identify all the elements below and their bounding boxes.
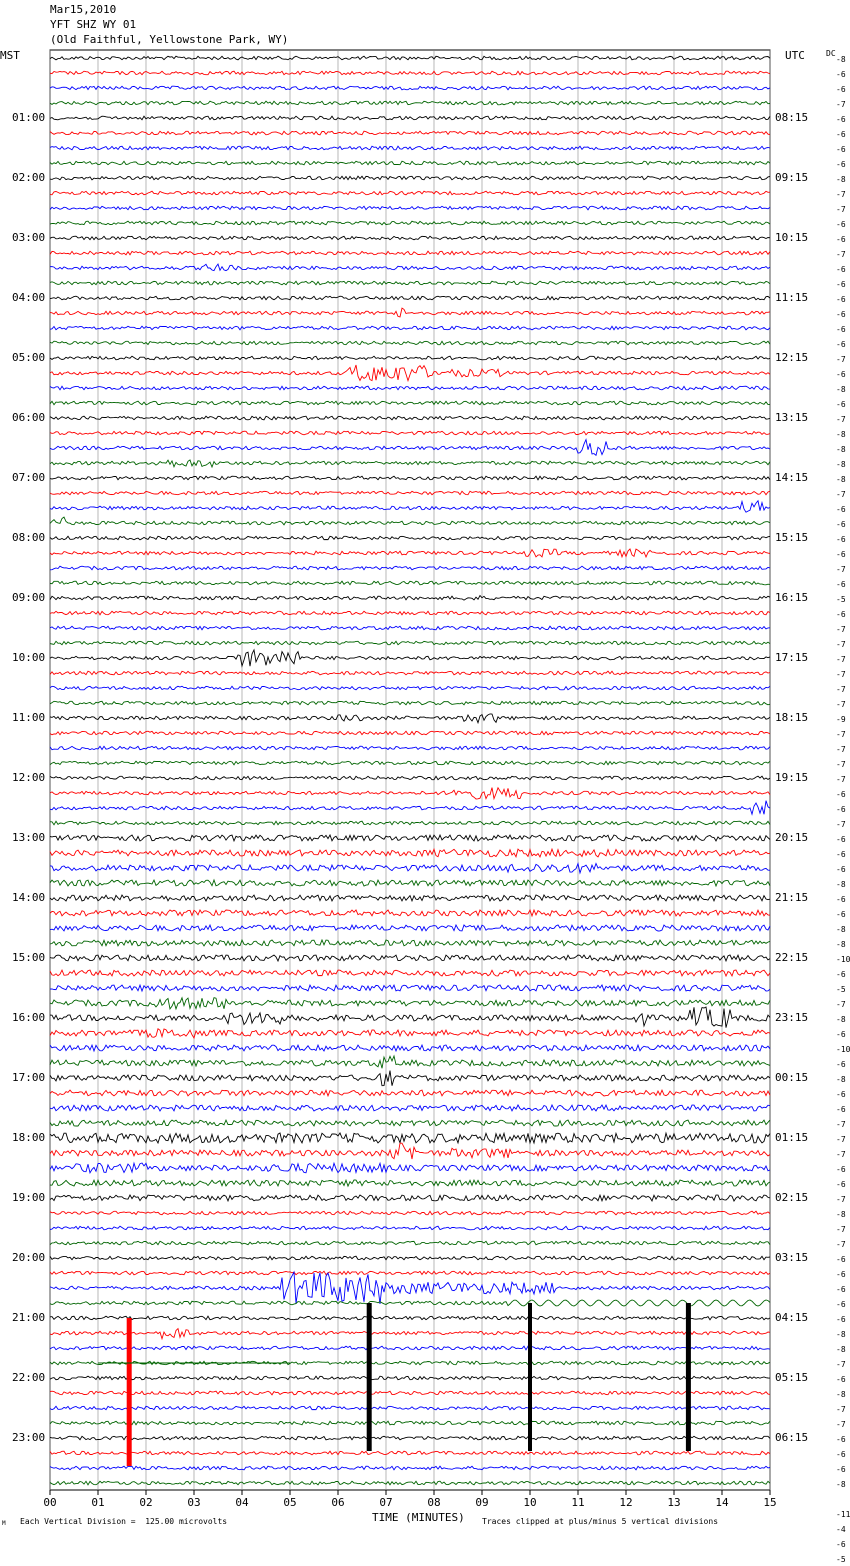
trace-row bbox=[50, 1133, 770, 1143]
dc-offset-label: -6 bbox=[836, 160, 846, 169]
dc-offset-label: -6 bbox=[836, 1315, 846, 1324]
trace-row bbox=[50, 746, 770, 750]
dc-offset-label: -8 bbox=[836, 1075, 846, 1084]
dc-offset-label: -8 bbox=[836, 940, 846, 949]
trace-row bbox=[50, 401, 770, 405]
dc-offset-label: -6 bbox=[836, 1465, 846, 1474]
trace-row bbox=[50, 714, 770, 723]
trace-row bbox=[50, 1346, 770, 1350]
trace-row bbox=[50, 206, 770, 210]
left-hour-label: 12:00 bbox=[12, 771, 46, 784]
x-tick-label: 15 bbox=[763, 1496, 777, 1509]
dc-offset-label: -5 bbox=[836, 985, 846, 994]
trace-row bbox=[50, 264, 770, 271]
trace-row bbox=[50, 686, 770, 690]
left-hour-label: 19:00 bbox=[12, 1191, 46, 1204]
dc-offset-label: -7 bbox=[836, 1420, 846, 1429]
trace-row bbox=[50, 1421, 770, 1425]
right-hour-label: 05:15 bbox=[775, 1371, 809, 1384]
dc-offset-label: -9 bbox=[836, 715, 846, 724]
trace-row bbox=[50, 1406, 770, 1410]
trace-row bbox=[50, 998, 770, 1009]
x-tick-label: 01 bbox=[91, 1496, 105, 1509]
dc-offset-label: -6 bbox=[836, 1060, 846, 1069]
dc-offset-label: -6 bbox=[836, 535, 846, 544]
trace-row bbox=[50, 1105, 770, 1111]
dc-offset-label: -7 bbox=[836, 1195, 846, 1204]
dc-offset-label: -6 bbox=[836, 895, 846, 904]
dc-offset-label: -8 bbox=[836, 1480, 846, 1489]
dc-offset-label: -8 bbox=[836, 55, 846, 64]
trace-row bbox=[50, 296, 770, 300]
dc-offset-label: -7 bbox=[836, 190, 846, 199]
dc-offset-label: -7 bbox=[836, 1150, 846, 1159]
trace-row bbox=[50, 1029, 770, 1038]
trace-row bbox=[50, 1316, 770, 1320]
x-tick-label: 07 bbox=[379, 1496, 393, 1509]
dc-offset-label: -8 bbox=[836, 925, 846, 934]
trace-row bbox=[50, 341, 770, 345]
trace-row bbox=[50, 566, 770, 570]
left-timezone: MST bbox=[0, 49, 20, 62]
x-tick-label: 02 bbox=[139, 1496, 153, 1509]
trace-row bbox=[50, 731, 770, 735]
right-hour-label: 04:15 bbox=[775, 1311, 809, 1324]
dc-offset-label: -8 bbox=[836, 880, 846, 889]
dc-offset-label: -6 bbox=[836, 550, 846, 559]
trace-row bbox=[50, 641, 770, 645]
trace-row bbox=[50, 910, 770, 916]
trace-row bbox=[50, 788, 770, 799]
trace-row bbox=[50, 116, 770, 120]
dc-offset-label: -7 bbox=[836, 655, 846, 664]
dc-offset-label: -7 bbox=[836, 250, 846, 259]
dc-offset-label: -6 bbox=[836, 1450, 846, 1459]
right-hour-label: 00:15 bbox=[775, 1071, 809, 1084]
dc-offset-label: -6 bbox=[836, 1540, 846, 1549]
trace-row bbox=[50, 549, 770, 557]
right-hour-label: 20:15 bbox=[775, 831, 809, 844]
dc-offset-label: -7 bbox=[836, 205, 846, 214]
dc-offset-label: -6 bbox=[836, 790, 846, 799]
x-tick-label: 12 bbox=[619, 1496, 633, 1509]
right-hour-label: 16:15 bbox=[775, 591, 809, 604]
trace-row bbox=[50, 1120, 770, 1126]
trace-row bbox=[50, 251, 770, 255]
left-hour-label: 10:00 bbox=[12, 651, 46, 664]
left-hour-label: 03:00 bbox=[12, 231, 46, 244]
trace-row bbox=[50, 761, 770, 765]
trace-row bbox=[50, 1466, 770, 1470]
left-hour-label: 16:00 bbox=[12, 1011, 46, 1024]
right-hour-label: 18:15 bbox=[775, 711, 809, 724]
left-hour-label: 05:00 bbox=[12, 351, 46, 364]
trace-row bbox=[50, 895, 770, 901]
trace-row bbox=[50, 925, 770, 931]
trace-row bbox=[50, 1241, 770, 1245]
dc-offset-label: -11 bbox=[836, 1510, 850, 1519]
dc-offset-label: -7 bbox=[836, 1000, 846, 1009]
dc-offset-label: -5 bbox=[836, 595, 846, 604]
dc-offset-label: -8 bbox=[836, 1390, 846, 1399]
dc-offset-label: -8 bbox=[836, 445, 846, 454]
trace-row bbox=[50, 1481, 770, 1485]
scale-note: Each Vertical Division = 125.00 microvolts bbox=[20, 1517, 228, 1526]
dc-offset-label: -8 bbox=[836, 475, 846, 484]
left-hour-label: 13:00 bbox=[12, 831, 46, 844]
trace-row bbox=[50, 1143, 770, 1159]
trace-row bbox=[50, 650, 770, 666]
dc-offset-label: -6 bbox=[836, 310, 846, 319]
trace-row bbox=[50, 1195, 770, 1201]
trace-row bbox=[50, 491, 770, 495]
trace-row bbox=[50, 460, 770, 467]
trace-row bbox=[50, 176, 770, 180]
left-hour-label: 20:00 bbox=[12, 1251, 46, 1264]
x-tick-label: 00 bbox=[43, 1496, 57, 1509]
trace-row bbox=[50, 1071, 770, 1086]
trace-row bbox=[50, 386, 770, 390]
dc-offset-label: -7 bbox=[836, 1135, 846, 1144]
dc-offset-label: -6 bbox=[836, 115, 846, 124]
dc-offset-label: -8 bbox=[836, 430, 846, 439]
trace-row bbox=[50, 365, 770, 381]
dc-offset-label: -7 bbox=[836, 670, 846, 679]
dc-offset-label: -7 bbox=[836, 745, 846, 754]
x-tick-label: 06 bbox=[331, 1496, 345, 1509]
dc-offset-label: -6 bbox=[836, 1285, 846, 1294]
dc-offset-label: -6 bbox=[836, 910, 846, 919]
trace-row bbox=[50, 1376, 770, 1380]
right-hour-label: 17:15 bbox=[775, 651, 809, 664]
trace-row bbox=[50, 1271, 770, 1275]
x-tick-label: 05 bbox=[283, 1496, 297, 1509]
right-hour-label: 21:15 bbox=[775, 891, 809, 904]
trace-row bbox=[50, 1056, 770, 1068]
left-hour-label: 18:00 bbox=[12, 1131, 46, 1144]
trace-row bbox=[50, 864, 770, 873]
dc-offset-label: -8 bbox=[836, 1330, 846, 1339]
trace-row bbox=[50, 131, 770, 135]
dc-offset-label: -8 bbox=[836, 1015, 846, 1024]
right-hour-label: 06:15 bbox=[775, 1431, 809, 1444]
dc-offset-label: -6 bbox=[836, 970, 846, 979]
dc-offset-label: -6 bbox=[836, 265, 846, 274]
dc-offset-label: -10 bbox=[836, 955, 850, 964]
dc-offset-label: -7 bbox=[836, 1225, 846, 1234]
right-hour-label: 13:15 bbox=[775, 411, 809, 424]
trace-row bbox=[50, 476, 770, 480]
dc-offset-label: -7 bbox=[836, 1360, 846, 1369]
dc-offset-label: -6 bbox=[836, 505, 846, 514]
trace-row bbox=[50, 1300, 770, 1306]
dc-offset-label: -6 bbox=[836, 220, 846, 229]
dc-offset-label: -7 bbox=[836, 820, 846, 829]
dc-offset-label: -7 bbox=[836, 700, 846, 709]
dc-header: DC bbox=[826, 49, 836, 58]
dc-offset-label: -6 bbox=[836, 1270, 846, 1279]
trace-row bbox=[50, 146, 770, 150]
trace-row bbox=[50, 517, 770, 525]
trace-row bbox=[50, 71, 770, 75]
x-tick-label: 04 bbox=[235, 1496, 249, 1509]
trace-row bbox=[50, 56, 770, 60]
dc-offset-label: -6 bbox=[836, 400, 846, 409]
left-hour-label: 11:00 bbox=[12, 711, 46, 724]
trace-row bbox=[50, 1256, 770, 1260]
dc-offset-label: -7 bbox=[836, 640, 846, 649]
trace-row bbox=[50, 1090, 770, 1096]
trace-row bbox=[50, 596, 770, 601]
dc-offset-label: -6 bbox=[836, 1255, 846, 1264]
left-hour-label: 15:00 bbox=[12, 951, 46, 964]
station-code: YFT SHZ WY 01 bbox=[50, 18, 137, 31]
dc-offset-label: -8 bbox=[836, 1345, 846, 1354]
dc-offset-label: -6 bbox=[836, 235, 846, 244]
right-hour-label: 14:15 bbox=[775, 471, 809, 484]
dc-offset-label: -7 bbox=[836, 565, 846, 574]
dc-offset-label: -6 bbox=[836, 340, 846, 349]
left-hour-label: 09:00 bbox=[12, 591, 46, 604]
dc-offset-label: -4 bbox=[836, 1525, 846, 1534]
corner-mark: M bbox=[2, 1520, 6, 1527]
right-hour-label: 09:15 bbox=[775, 171, 809, 184]
dc-offset-label: -7 bbox=[836, 490, 846, 499]
x-tick-label: 03 bbox=[187, 1496, 201, 1509]
trace-row bbox=[50, 1226, 770, 1230]
trace-row bbox=[50, 1451, 770, 1455]
trace-row bbox=[50, 985, 770, 991]
dc-offset-label: -6 bbox=[836, 580, 846, 589]
trace-row bbox=[50, 970, 770, 976]
trace-row bbox=[50, 326, 770, 330]
x-tick-label: 09 bbox=[475, 1496, 489, 1509]
left-hour-label: 14:00 bbox=[12, 891, 46, 904]
x-tick-label: 08 bbox=[427, 1496, 441, 1509]
dc-offset-label: -6 bbox=[836, 1090, 846, 1099]
dc-offset-label: -7 bbox=[836, 760, 846, 769]
right-hour-label: 11:15 bbox=[775, 291, 809, 304]
dc-offset-label: -6 bbox=[836, 835, 846, 844]
x-tick-label: 10 bbox=[523, 1496, 537, 1509]
dc-offset-label: -6 bbox=[836, 1300, 846, 1309]
trace-row bbox=[50, 880, 770, 886]
left-hour-label: 04:00 bbox=[12, 291, 46, 304]
trace-row bbox=[50, 611, 770, 615]
trace-row bbox=[50, 86, 770, 90]
dc-offset-label: -6 bbox=[836, 520, 846, 529]
trace-row bbox=[50, 835, 770, 841]
trace-row bbox=[50, 1436, 770, 1440]
right-hour-label: 02:15 bbox=[775, 1191, 809, 1204]
trace-row bbox=[50, 431, 770, 435]
trace-row bbox=[50, 221, 770, 225]
trace-row bbox=[50, 191, 770, 195]
trace-row bbox=[50, 776, 770, 780]
trace-row bbox=[50, 161, 770, 165]
trace-row bbox=[50, 1180, 770, 1186]
dc-offset-label: -8 bbox=[836, 385, 846, 394]
right-hour-label: 03:15 bbox=[775, 1251, 809, 1264]
dc-offset-label: -7 bbox=[836, 775, 846, 784]
trace-row bbox=[50, 940, 770, 946]
trace-row bbox=[50, 416, 770, 420]
dc-offset-label: -6 bbox=[836, 295, 846, 304]
trace-row bbox=[50, 849, 770, 857]
left-hour-label: 22:00 bbox=[12, 1371, 46, 1384]
left-hour-label: 17:00 bbox=[12, 1071, 46, 1084]
right-hour-label: 08:15 bbox=[775, 111, 809, 124]
station-location: (Old Faithful, Yellowstone Park, WY) bbox=[50, 33, 289, 46]
record-date: Mar15,2010 bbox=[50, 3, 117, 16]
dc-offset-label: -7 bbox=[836, 355, 846, 364]
dc-offset-label: -8 bbox=[836, 175, 846, 184]
dc-offset-label: -6 bbox=[836, 280, 846, 289]
trace-row bbox=[50, 821, 770, 825]
clip-note: Traces clipped at plus/minus 5 vertical divisions bbox=[482, 1517, 719, 1526]
right-timezone: UTC bbox=[785, 49, 805, 62]
trace-row bbox=[50, 1007, 770, 1028]
right-hour-label: 15:15 bbox=[775, 531, 809, 544]
trace-row bbox=[50, 801, 770, 815]
trace-row bbox=[50, 356, 770, 360]
dc-offset-label: -7 bbox=[836, 685, 846, 694]
left-hour-label: 23:00 bbox=[12, 1431, 46, 1444]
trace-row bbox=[50, 671, 770, 675]
dc-offset-label: -7 bbox=[836, 625, 846, 634]
dc-offset-label: -6 bbox=[836, 370, 846, 379]
dc-offset-label: -6 bbox=[836, 610, 846, 619]
dc-offset-label: -7 bbox=[836, 415, 846, 424]
dc-offset-label: -7 bbox=[836, 730, 846, 739]
dc-offset-label: -7 bbox=[836, 1405, 846, 1414]
trace-row bbox=[50, 236, 770, 240]
trace-row bbox=[50, 440, 770, 456]
trace-row bbox=[50, 1163, 770, 1173]
left-hour-label: 06:00 bbox=[12, 411, 46, 424]
dc-offset-label: -6 bbox=[836, 325, 846, 334]
trace-row bbox=[50, 1211, 770, 1215]
dc-offset-label: -6 bbox=[836, 1165, 846, 1174]
dc-offset-label: -6 bbox=[836, 145, 846, 154]
dc-offset-label: -6 bbox=[836, 1180, 846, 1189]
dc-offset-label: -7 bbox=[836, 1120, 846, 1129]
trace-row bbox=[50, 581, 770, 585]
dc-offset-label: -6 bbox=[836, 70, 846, 79]
dc-offset-label: -6 bbox=[836, 1435, 846, 1444]
trace-row bbox=[50, 101, 770, 105]
left-hour-label: 21:00 bbox=[12, 1311, 46, 1324]
trace-row bbox=[50, 1045, 770, 1051]
x-axis-title: TIME (MINUTES) bbox=[372, 1511, 465, 1524]
x-tick-label: 14 bbox=[715, 1496, 729, 1509]
dc-offset-label: -8 bbox=[836, 460, 846, 469]
trace-row bbox=[50, 308, 770, 317]
trace-row bbox=[50, 955, 770, 961]
right-hour-label: 10:15 bbox=[775, 231, 809, 244]
trace-row bbox=[50, 536, 770, 540]
x-tick-label: 13 bbox=[667, 1496, 681, 1509]
dc-offset-label: -6 bbox=[836, 1030, 846, 1039]
trace-row bbox=[50, 626, 770, 630]
left-hour-label: 07:00 bbox=[12, 471, 46, 484]
dc-offset-label: -6 bbox=[836, 805, 846, 814]
trace-row bbox=[50, 1391, 770, 1395]
right-hour-label: 12:15 bbox=[775, 351, 809, 364]
dc-offset-label: -10 bbox=[836, 1045, 850, 1054]
trace-row bbox=[50, 701, 770, 705]
dc-offset-label: -6 bbox=[836, 85, 846, 94]
dc-offset-label: -6 bbox=[836, 1105, 846, 1114]
right-hour-label: 23:15 bbox=[775, 1011, 809, 1024]
left-hour-label: 01:00 bbox=[12, 111, 46, 124]
dc-offset-label: -6 bbox=[836, 130, 846, 139]
trace-row bbox=[50, 281, 770, 285]
right-hour-label: 19:15 bbox=[775, 771, 809, 784]
dc-offset-label: -5 bbox=[836, 1555, 846, 1564]
dc-offset-label: -6 bbox=[836, 865, 846, 874]
right-hour-label: 01:15 bbox=[775, 1131, 809, 1144]
x-tick-label: 11 bbox=[571, 1496, 585, 1509]
trace-row bbox=[50, 501, 770, 512]
dc-offset-label: -7 bbox=[836, 100, 846, 109]
trace-row bbox=[50, 1329, 770, 1339]
left-hour-label: 08:00 bbox=[12, 531, 46, 544]
dc-offset-label: -8 bbox=[836, 1210, 846, 1219]
dc-offset-label: -7 bbox=[836, 1240, 846, 1249]
dc-offset-label: -6 bbox=[836, 850, 846, 859]
left-hour-label: 02:00 bbox=[12, 171, 46, 184]
trace-row bbox=[50, 1272, 770, 1304]
right-hour-label: 22:15 bbox=[775, 951, 809, 964]
dc-offset-label: -6 bbox=[836, 1375, 846, 1384]
